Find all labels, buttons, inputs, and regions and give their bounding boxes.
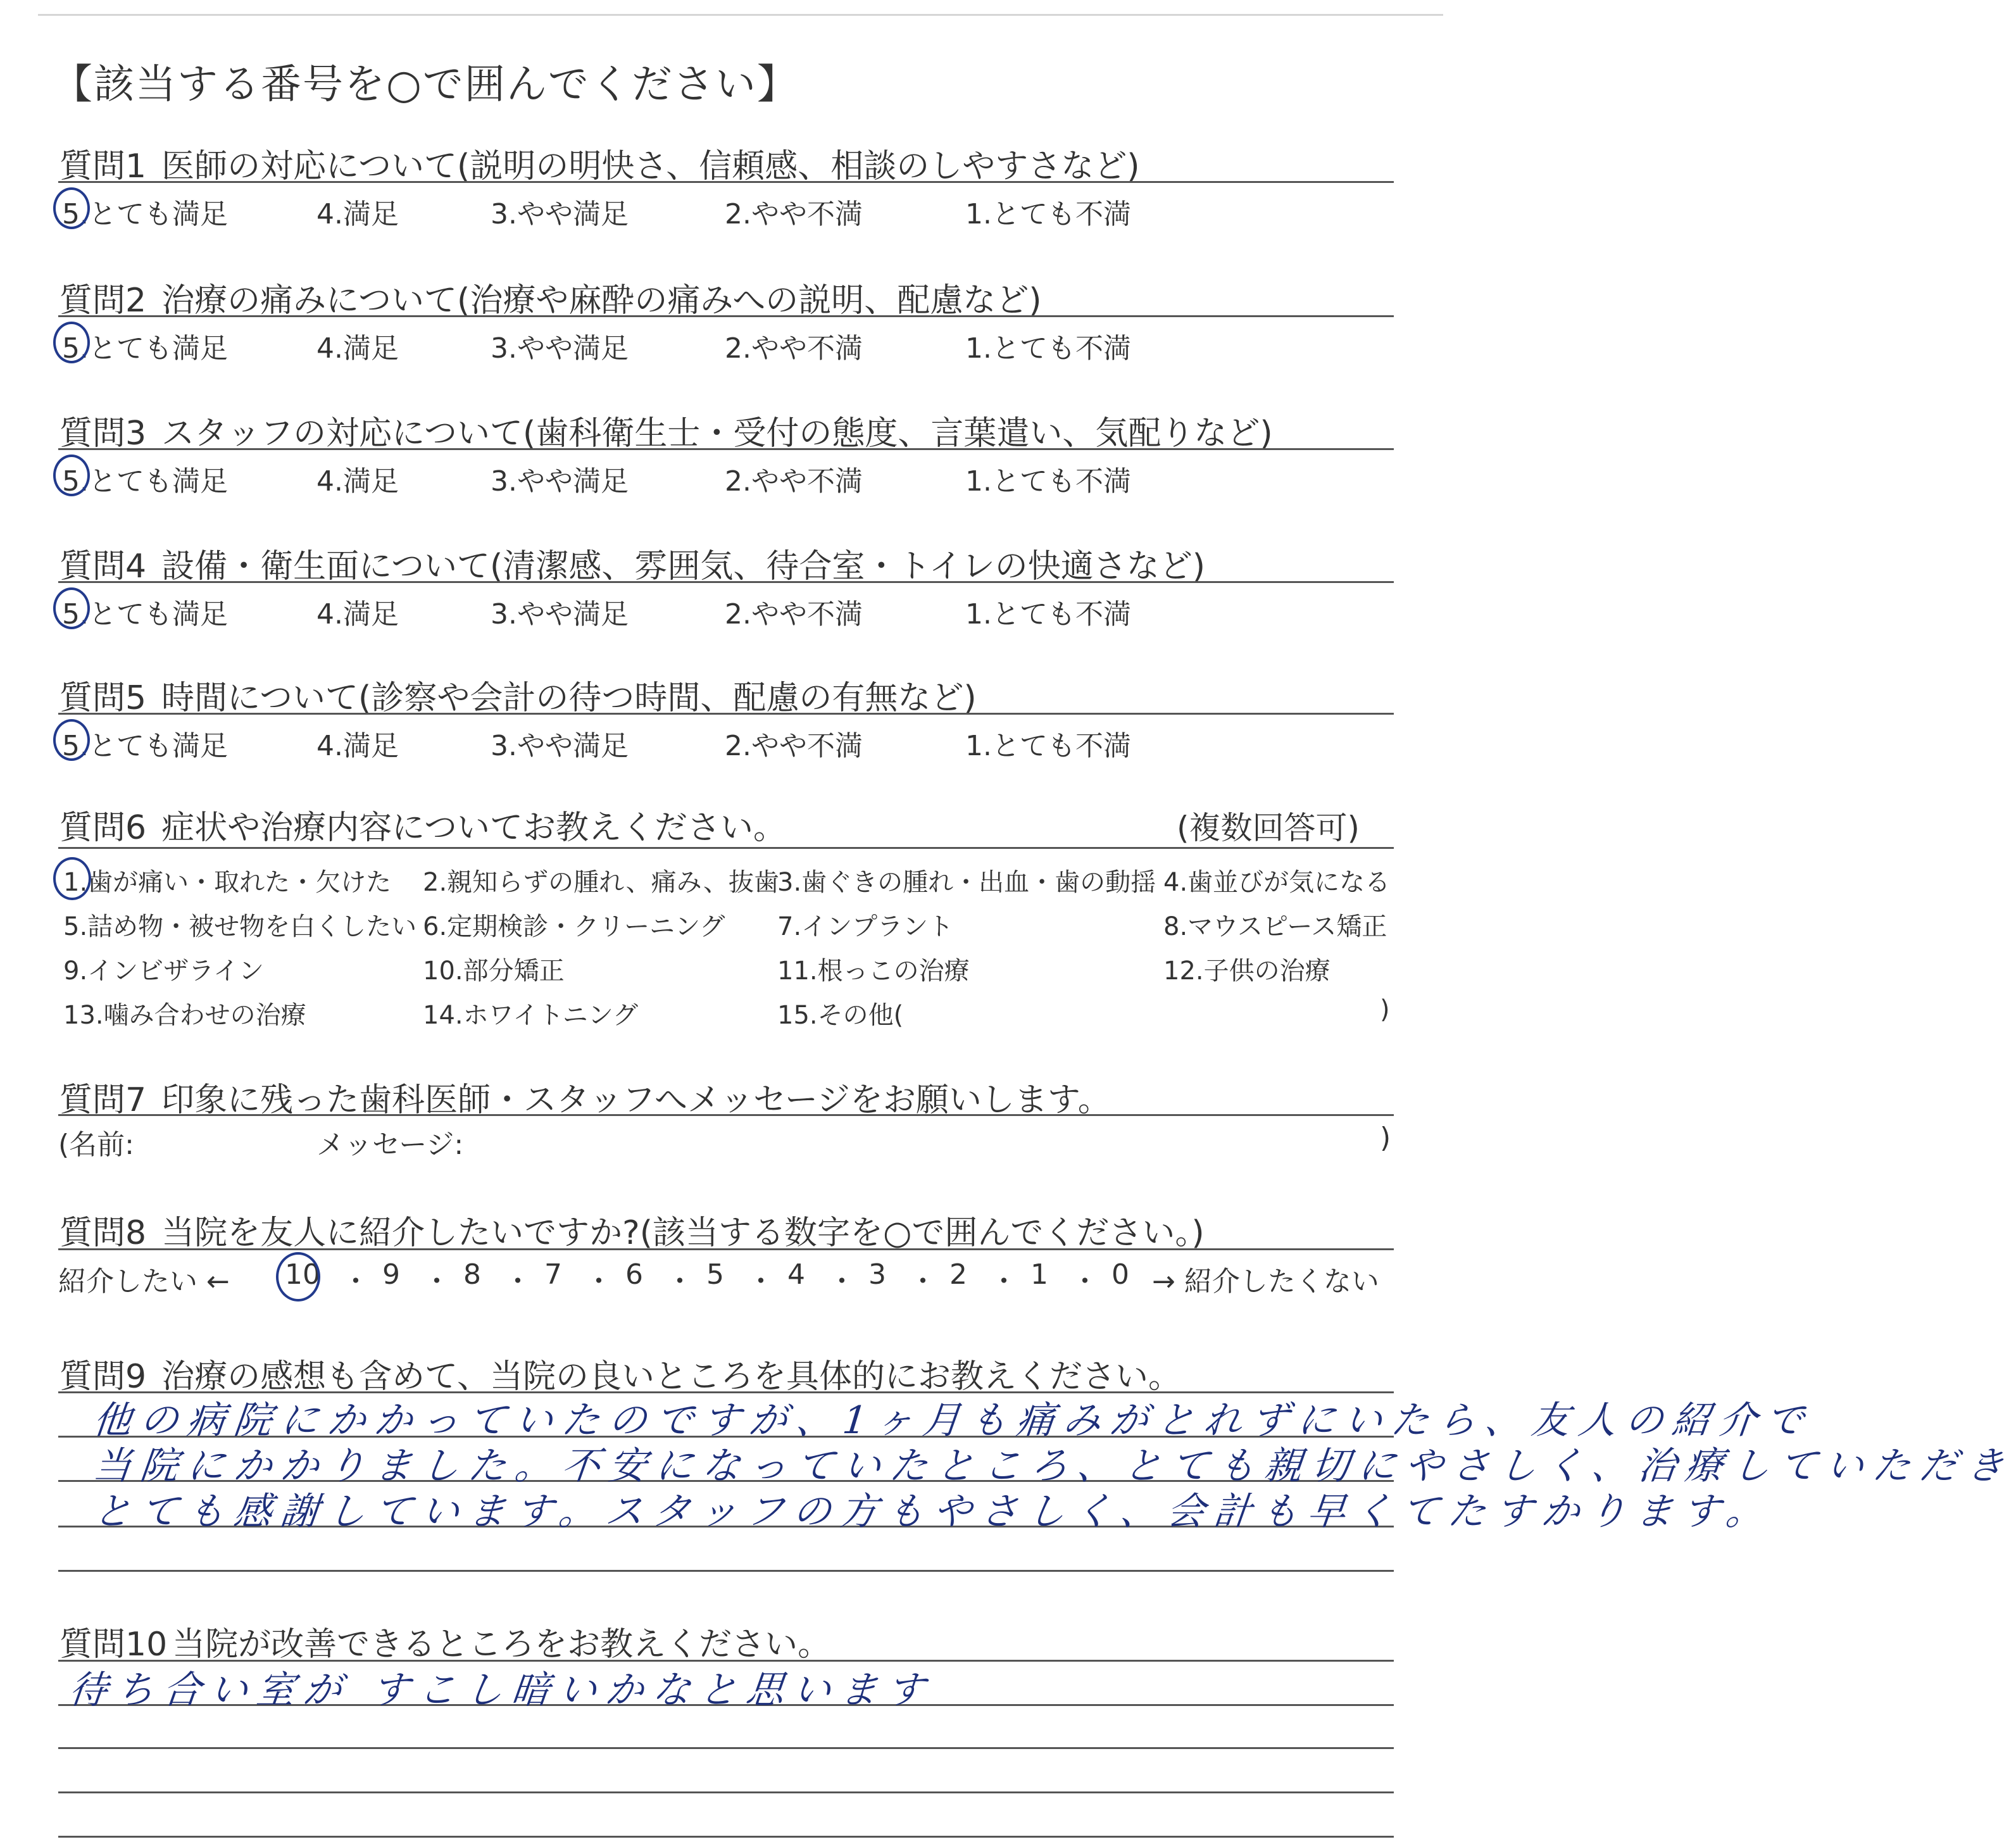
q4-option-very-dissatisfied[interactable]: 1.とても不満 [965, 598, 1131, 630]
q2-option-somewhat-dissatisfied[interactable]: 2.やや不満 [725, 332, 863, 365]
q5-option-somewhat-dissatisfied[interactable]: 2.やや不満 [725, 730, 863, 762]
q2-option-satisfied[interactable]: 4.満足 [316, 332, 399, 365]
q6-option-10[interactable]: 10.部分矯正 [423, 956, 565, 986]
q8-scale-dot: ・ [909, 1265, 937, 1298]
q4-option-very-satisfied[interactable]: 5.とても満足 [62, 598, 228, 630]
q6-option-14[interactable]: 14.ホワイトニング [423, 1001, 639, 1030]
q2-text: 治療の痛みについて(治療や麻酔の痛みへの説明、配慮など) [161, 282, 1042, 320]
q8-heading [59, 1206, 1205, 1253]
q6-option-1[interactable]: 1.歯が痛い・取れた・欠けた [63, 868, 392, 897]
q8-rule [58, 1248, 1394, 1250]
q7-heading [59, 1073, 1111, 1120]
q8-scale-dot: ・ [990, 1265, 1018, 1298]
q8-scale-4[interactable]: 4 [787, 1258, 805, 1291]
q1-option-very-satisfied[interactable]: 5.とても満足 [62, 198, 228, 230]
q3-option-satisfied[interactable]: 4.満足 [316, 465, 399, 498]
q8-scale-dot: ・ [342, 1265, 370, 1298]
q8-scale-dot: ・ [585, 1265, 613, 1298]
q5-rule [58, 713, 1394, 715]
q5-option-very-satisfied[interactable]: 5.とても満足 [62, 730, 228, 762]
q6-number: 質問6 [59, 809, 147, 847]
q8-scale-8[interactable]: 8 [463, 1258, 481, 1291]
q6-option-4[interactable]: 4.歯並びが気になる [1163, 868, 1391, 897]
q8-scale-10[interactable]: 10 [285, 1258, 320, 1291]
q4-option-satisfied[interactable]: 4.満足 [316, 598, 399, 630]
q9-rule-5 [58, 1570, 1394, 1572]
q6-option-12[interactable]: 12.子供の治療 [1163, 956, 1330, 986]
q2-heading [59, 273, 1042, 321]
q8-scale-1[interactable]: 1 [1030, 1258, 1048, 1291]
q8-scale-dot: ・ [423, 1265, 451, 1298]
q6-option-13[interactable]: 13.噛み合わせの治療 [63, 1001, 306, 1030]
q6-option-15[interactable]: 15.その他( [777, 1001, 904, 1030]
q3-option-very-satisfied[interactable]: 5.とても満足 [62, 465, 228, 498]
q8-number: 質問8 [59, 1214, 147, 1252]
q4-text: 設備・衛生面について(清潔感、雰囲気、待合室・トイレの快適さなど) [161, 548, 1206, 586]
q1-rule [58, 181, 1394, 183]
q8-scale-dot: ・ [504, 1265, 532, 1298]
q8-scale-5[interactable]: 5 [706, 1258, 724, 1291]
q5-number: 質問5 [59, 679, 147, 717]
q4-rule [58, 581, 1394, 583]
q1-text: 医師の対応について(説明の明快さ、信頼感、相談のしやすさなど) [161, 147, 1140, 185]
q6-note: (複数回答可) [1176, 810, 1360, 846]
q5-text: 時間について(診察や会計の待つ時間、配慮の有無など) [161, 679, 977, 717]
q7-message-label: メッセージ: [316, 1129, 464, 1161]
q5-option-satisfied[interactable]: 4.満足 [316, 730, 399, 762]
q8-left-label: 紹介したい ← [58, 1265, 230, 1298]
q5-option-somewhat-satisfied[interactable]: 3.やや満足 [491, 730, 629, 762]
q10-text: 当院が改善できるところをお教えください。 [172, 1626, 831, 1664]
q10-rule-5 [58, 1836, 1394, 1838]
q1-option-somewhat-satisfied[interactable]: 3.やや満足 [491, 198, 629, 230]
form-title: 【該当する番号を○で囲んでください】 [52, 61, 799, 108]
q6-rule [58, 847, 1394, 849]
q6-option-7[interactable]: 7.インプラント [777, 912, 954, 941]
q9-answer-line-1: 他の病院にかかっていたのですが、1ヶ月も痛みがとれずにいたら、友人の紹介で [91, 1398, 1815, 1443]
q9-number: 質問9 [59, 1358, 147, 1396]
q8-scale-2[interactable]: 2 [949, 1258, 967, 1291]
q8-text: 当院を友人に紹介したいですか?(該当する数字を○で囲んでください。) [161, 1214, 1205, 1252]
q1-heading [59, 139, 1140, 187]
q6-option-2[interactable]: 2.親知らずの腫れ、痛み、抜歯 [423, 868, 779, 897]
q2-option-very-satisfied[interactable]: 5.とても満足 [62, 332, 228, 365]
q8-scale-6[interactable]: 6 [625, 1258, 643, 1291]
q8-right-label: → 紹介したくない [1152, 1265, 1379, 1298]
q2-number: 質問2 [59, 282, 147, 320]
q3-option-somewhat-dissatisfied[interactable]: 2.やや不満 [725, 465, 863, 498]
q3-heading [59, 406, 1273, 454]
q6-option-3[interactable]: 3.歯ぐきの腫れ・出血・歯の動揺 [777, 868, 1156, 897]
q8-scale-dot: ・ [1071, 1265, 1099, 1298]
q8-scale-dot: ・ [747, 1265, 775, 1298]
q9-text: 治療の感想も含めて、当院の良いところを具体的にお教えください。 [161, 1358, 1182, 1396]
q8-scale-9[interactable]: 9 [382, 1258, 400, 1291]
q10-number: 質問10 [59, 1626, 168, 1664]
q6-option-9[interactable]: 9.インビザライン [63, 956, 264, 986]
q6-text: 症状や治療内容についてお教えください。 [161, 809, 787, 847]
q10-heading [59, 1617, 830, 1665]
q1-number: 質問1 [59, 147, 147, 185]
q6-option-6[interactable]: 6.定期検診・クリーニング [423, 912, 725, 941]
q4-option-somewhat-dissatisfied[interactable]: 2.やや不満 [725, 598, 863, 630]
q10-rule-3 [58, 1747, 1394, 1749]
q8-scale-7[interactable]: 7 [544, 1258, 562, 1291]
q6-heading [59, 801, 786, 848]
top-border [38, 14, 1443, 16]
q10-answer-line-1: 待ち合い室が すこし暗いかなと思います [66, 1668, 936, 1712]
q3-number: 質問3 [59, 415, 147, 453]
q6-other-close-paren: ) [1380, 995, 1390, 1024]
q3-option-very-dissatisfied[interactable]: 1.とても不満 [965, 465, 1131, 498]
q1-option-somewhat-dissatisfied[interactable]: 2.やや不満 [725, 198, 863, 230]
q8-scale-dot: ・ [828, 1265, 856, 1298]
q6-option-5[interactable]: 5.詰め物・被せ物を白くしたい [63, 912, 417, 941]
q8-scale-dot: ・ [666, 1265, 694, 1298]
q4-number: 質問4 [59, 548, 147, 586]
q4-option-somewhat-satisfied[interactable]: 3.やや満足 [491, 598, 629, 630]
q9-answer-line-3: とても感謝しています。スタッフの方もやさしく、会計も早くてたすかります。 [91, 1490, 1775, 1534]
q3-option-somewhat-satisfied[interactable]: 3.やや満足 [491, 465, 629, 498]
q7-rule [58, 1114, 1394, 1116]
q4-heading [59, 539, 1205, 587]
q7-number: 質問7 [59, 1081, 147, 1119]
q6-option-8[interactable]: 8.マウスピース矯正 [1163, 912, 1387, 941]
q5-heading [59, 671, 977, 718]
q2-rule [58, 315, 1394, 317]
q6-option-11[interactable]: 11.根っこの治療 [777, 956, 970, 986]
q1-option-satisfied[interactable]: 4.満足 [316, 198, 399, 230]
q7-close-paren: ) [1380, 1122, 1391, 1154]
q3-rule [58, 448, 1394, 450]
q3-text: スタッフの対応について(歯科衛生士・受付の態度、言葉遣い、気配りなど) [161, 415, 1273, 453]
q2-option-very-dissatisfied[interactable]: 1.とても不満 [965, 332, 1131, 365]
q2-option-somewhat-satisfied[interactable]: 3.やや満足 [491, 332, 629, 365]
q1-option-very-dissatisfied[interactable]: 1.とても不満 [965, 198, 1131, 230]
q7-text: 印象に残った歯科医師・スタッフへメッセージをお願いします。 [161, 1081, 1111, 1119]
q10-rule-4 [58, 1791, 1394, 1793]
q9-answer-line-2: 当院にかかりました。不安になっていたところ、とても親切にやさしく、治療していただき [91, 1444, 2015, 1488]
q5-option-very-dissatisfied[interactable]: 1.とても不満 [965, 730, 1131, 762]
q7-name-label: (名前: [58, 1129, 134, 1161]
q8-scale-3[interactable]: 3 [868, 1258, 886, 1291]
q8-scale-0[interactable]: 0 [1111, 1258, 1129, 1291]
